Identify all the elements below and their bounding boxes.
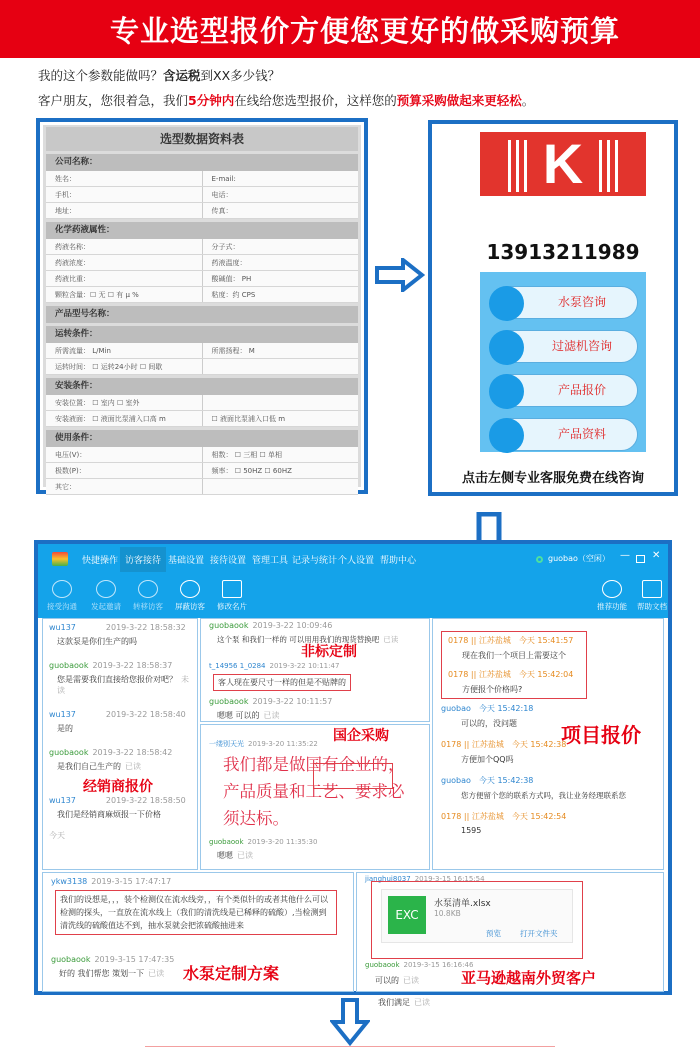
menu-personal-settings[interactable]: 个人设置 (338, 556, 375, 566)
message-text: 我们是经销商麻烦报一下价格 (57, 810, 161, 819)
chat-message (49, 623, 191, 647)
menu-label: 产品报价 (557, 383, 606, 397)
chat-bubble-icon (489, 286, 524, 321)
consult-pump-button[interactable] (490, 286, 638, 319)
app-logo-icon (52, 552, 68, 566)
user-block-icon (180, 580, 200, 598)
form-field-label: 传真： (202, 203, 359, 218)
timestamp: 2019-3-20 11:35:22 (248, 740, 318, 748)
book-icon (642, 580, 662, 598)
banner-title: 专业选型报价方便您更好的做采购预算 (110, 14, 621, 48)
intro-line-1 (38, 66, 280, 84)
form-field-label: 粘度：约 CPS (202, 287, 359, 302)
menu-label: 产品资料 (557, 427, 606, 441)
sender-name: 0178 || 江苏盐城 (448, 670, 511, 679)
callout-foreign-trade: 亚马逊越南外贸客户 (461, 969, 597, 987)
menu-visitor-reception[interactable]: 访客接待 (120, 547, 166, 572)
form-field-label: E-mail: (202, 171, 359, 186)
timestamp: 今天 15:42:18 (478, 704, 534, 713)
form-field-label: 安装位置： ☐ 室内 ☐ 室外 (55, 399, 140, 407)
timestamp: 2019-3-22 10:11:57 (252, 697, 333, 706)
form-row (46, 359, 358, 375)
form-section-chem: 化学药液属性： (46, 222, 358, 239)
intro-text: 我的这个参数能做吗？ (38, 68, 164, 83)
highlight-box (313, 763, 393, 789)
chat-panel-foreign-trade (356, 872, 664, 992)
form-field-label (202, 479, 359, 494)
sender-name: guobao (441, 776, 471, 785)
form-row (46, 287, 358, 303)
consult-menu (480, 272, 646, 452)
sender-name: guobaook (49, 748, 89, 757)
read-status: 未读 (57, 675, 189, 695)
tool-label: 转移访客 (133, 602, 163, 611)
chat-accept-icon (52, 580, 72, 598)
form-field-label: 相数： ☐ 三相 ☐ 单相 (202, 447, 359, 462)
timestamp: 2019-3-22 18:58:37 (92, 661, 173, 670)
callout-project-quote: 项目报价 (561, 723, 641, 747)
chat-panel-custom (200, 618, 430, 722)
sender-name: guobaook (209, 621, 249, 630)
message-text: 是的 (57, 724, 73, 733)
menu-label: 水泵咨询 (557, 295, 606, 309)
form-section-product: 产品型号名称： (46, 306, 358, 323)
card-footer-text: 点击左侧专业客服免费在线咨询 (461, 471, 644, 486)
close-button[interactable]: ✕ (652, 550, 661, 561)
form-field-label: 地址： (55, 207, 76, 215)
sender-name: 0178 || 江苏盐城 (441, 740, 504, 749)
form-row (46, 187, 358, 203)
tool-label: 接受沟通 (47, 602, 77, 611)
form-row (46, 203, 358, 219)
message-line: 须达标。 (223, 809, 289, 828)
message-text: 这款泵是你们生产的吗 (57, 637, 137, 646)
chat-message (378, 997, 430, 1008)
intro-text: 。 (521, 93, 535, 108)
sender-name: t_14956 1_0284 (209, 662, 266, 670)
preview-link[interactable]: 预览 (486, 929, 501, 938)
message-text: 好的 我们帮您 策划一下 (59, 969, 145, 978)
product-quote-button[interactable] (490, 374, 638, 407)
form-field-label: 所需流量： L/Min (55, 347, 111, 355)
sender-name: ykw3138 (51, 877, 88, 886)
intro-text: 到XX多少钱？ (200, 68, 281, 83)
read-status: 已读 (125, 762, 141, 771)
sender-name: guobaook (365, 961, 400, 969)
menu-quick-ops[interactable]: 快捷操作 (82, 556, 119, 566)
sender-name: guobaook (51, 955, 91, 964)
message-text: 方便加个QQ吗 (461, 755, 514, 764)
callout-state-owned: 国企采购 (333, 728, 389, 744)
chat-message (49, 710, 191, 734)
menu-help-center[interactable]: 帮助中心 (380, 556, 417, 566)
sender-name: guobao (441, 704, 471, 713)
menu-basic-settings[interactable]: 基础设置 (168, 556, 205, 566)
form-field-label: 颗粒含量：☐ 无 ☐ 有 μ % (55, 291, 139, 299)
read-status: 已读 (237, 851, 253, 860)
message-line: 产品质量和工艺、要求必 (223, 782, 405, 801)
selection-form-image (36, 118, 368, 494)
phone-number: 13913211989 (480, 196, 646, 272)
chat-panel-pump-solution (42, 872, 354, 992)
sender-name: wu137 (49, 796, 76, 805)
timestamp: 今天 15:42:38 (511, 740, 567, 749)
sender-name: 一缕别天光 (209, 740, 244, 748)
chat-bubble-icon (489, 418, 524, 453)
form-field-label: 电压(V)： (55, 451, 87, 459)
form-row (46, 171, 358, 187)
timestamp: 2019-3-15 17:47:35 (94, 955, 175, 964)
form-row (46, 411, 358, 427)
chat-message (51, 877, 345, 886)
message-text: 1595 (461, 826, 482, 835)
date-divider: 今天 (49, 831, 65, 840)
message-text: 可以的，没问题 (461, 719, 517, 728)
form-field-label: 分子式： (202, 239, 359, 254)
chat-message (49, 748, 191, 772)
chat-message (448, 635, 580, 661)
form-field-label: 频率： ☐ 50HZ ☐ 60HZ (202, 463, 359, 478)
user-transfer-icon (138, 580, 158, 598)
minimize-button[interactable]: — (620, 550, 630, 561)
tool-label: 修改名片 (217, 602, 247, 611)
form-field-label: 药液温度： (202, 255, 359, 270)
invite-icon (96, 580, 116, 598)
message-text: 方便报个价格吗? (462, 685, 523, 694)
chat-app-window (34, 540, 672, 995)
form-field-label: 运转时间： ☐ 运转24小时 ☐ 间歇 (55, 363, 163, 371)
intro-line-2 (38, 91, 534, 109)
read-status: 已读 (414, 998, 430, 1007)
message-text: 是我们自己生产的 (57, 762, 121, 771)
timestamp: 2019-3-22 18:58:42 (92, 748, 173, 757)
chat-bubble-icon (489, 374, 524, 409)
form-field-label: 药液名称： (55, 243, 90, 251)
form-section-usage: 使用条件： (46, 430, 358, 447)
invite-button[interactable] (84, 578, 128, 612)
sender-name: guobaook (209, 838, 244, 846)
business-card-icon (222, 580, 242, 598)
read-status: 已读 (148, 969, 165, 978)
sender-name: jianghui8037 (365, 875, 411, 883)
message-text: 我们的设想是，，，装个检测仪在流水线旁，，有个类似针的或者其他什么可以检测的探头，一直放在流水线上（我们的清洗线是已稀释的硫酸）,当检测到清洗线的硫酸值达不到，抽水泵就会把浓硫酸抽进来 (55, 890, 337, 935)
menu-records-stats[interactable]: 记录与统计 (292, 556, 338, 566)
edit-card-button[interactable] (210, 578, 254, 612)
file-size: 10.8KB (434, 909, 461, 918)
chat-panel-dealer (42, 618, 198, 870)
form-field-label (202, 395, 359, 410)
header-banner (0, 0, 700, 58)
form-section-company: 公司名称： (46, 154, 358, 171)
chat-message (209, 739, 421, 749)
tool-label: 发起邀请 (91, 602, 121, 611)
tool-label: 屏蔽访客 (175, 602, 205, 611)
form-row (46, 255, 358, 271)
message-text: 客人现在要尺寸一样的但是不贴牌的 (213, 674, 351, 691)
form-row (46, 239, 358, 255)
intro-text: 客户朋友，您很着急，我们 (38, 93, 189, 108)
message-text: 我们满足 (378, 998, 410, 1007)
open-folder-link[interactable]: 打开文件夹 (520, 929, 558, 938)
timestamp: 2019-3-22 10:11:47 (269, 662, 340, 670)
callout-dealer-quote: 经销商报价 (83, 779, 153, 795)
message-text: 嗯嗯 可以的 (217, 711, 260, 720)
chat-message (49, 796, 191, 820)
timestamp: 2019-3-22 10:09:46 (252, 621, 333, 630)
chat-message (365, 961, 473, 969)
form-field-label: 所需扬程： M (202, 343, 359, 358)
app-toolbar (38, 576, 668, 618)
callout-pump-solution: 水泵定制方案 (183, 964, 280, 983)
block-visitor-button[interactable] (168, 578, 212, 612)
help-docs-button[interactable] (630, 578, 674, 612)
intro-highlight: 5分钟内 (188, 93, 235, 108)
form-field-label: 姓名： (55, 175, 76, 183)
arrow-right-icon (375, 258, 425, 292)
form-section-install: 安装条件： (46, 378, 358, 395)
form-field-label: 其它： (55, 483, 76, 491)
timestamp: 2019-3-22 18:58:40 (105, 710, 186, 719)
timestamp: 2019-3-22 18:58:32 (105, 623, 186, 632)
form-title: 选型数据资料表 (46, 127, 358, 151)
chat-message (441, 775, 655, 801)
chat-bubble-icon (489, 330, 524, 365)
form-field-label: 药液浓度： (55, 259, 90, 267)
intro-text: 在线给您选型报价，这样您的 (234, 93, 397, 108)
timestamp: 今天 15:41:57 (518, 636, 574, 645)
tool-label: 帮助文档 (637, 602, 667, 611)
timestamp: 今天 15:42:38 (478, 776, 534, 785)
message-text: 嗯嗯 (217, 851, 233, 860)
form-section-operation: 运转条件： (46, 326, 358, 343)
app-menubar (38, 544, 668, 576)
highlight-box (441, 631, 587, 699)
arrow-down-icon (330, 998, 370, 1046)
form-field-label: 安装液面： ☐ 液面比泵浦入口高 m (55, 415, 166, 423)
maximize-button[interactable] (636, 555, 645, 563)
form-row (46, 343, 358, 359)
star-icon (602, 580, 622, 598)
logo-letter: K (542, 132, 584, 195)
contact-card (428, 120, 678, 496)
timestamp: 2019-3-15 16:15:54 (414, 875, 485, 883)
form-row (46, 447, 358, 463)
form-row (46, 271, 358, 287)
chat-message (209, 697, 421, 721)
chat-message (49, 661, 191, 696)
form-row (46, 463, 358, 479)
form-field-label (202, 359, 359, 374)
sender-name: guobaook (209, 697, 249, 706)
read-status: 已读 (263, 711, 280, 720)
chat-panel-state-owned (200, 724, 430, 870)
brand-logo (480, 132, 646, 196)
chat-panel-project (432, 618, 664, 870)
consult-filter-button[interactable] (490, 330, 638, 363)
read-status: 已读 (403, 976, 419, 985)
recommended-features-button[interactable] (590, 578, 634, 612)
user-status-dropdown[interactable]: guobao（空闲） (548, 554, 610, 563)
chat-message (209, 838, 421, 861)
chat-message (375, 975, 419, 986)
menu-admin-tools[interactable]: 管理工具 (252, 556, 289, 566)
sender-name: guobaook (49, 661, 89, 670)
menu-label: 过滤机咨询 (551, 339, 612, 353)
message-line: 我们都是做国有企业的， (223, 755, 405, 774)
timestamp: 2019-3-15 16:16:46 (403, 961, 474, 969)
excel-file-icon: EXC (388, 896, 426, 934)
intro-highlight: 预算采购做起来更轻松 (396, 93, 522, 108)
divider (145, 1046, 555, 1047)
timestamp: 2019-3-22 18:58:50 (105, 796, 186, 805)
form-row (46, 479, 358, 495)
read-status: 已读 (383, 635, 399, 644)
message-text: 现在我们一个项目上需要这个 (462, 651, 566, 660)
message-text: 您方便留个您的联系方式吗，我让业务经理联系您 (461, 791, 626, 800)
message-text: 可以的 (375, 976, 399, 985)
timestamp: 今天 15:42:04 (518, 670, 574, 679)
tool-label: 推荐功能 (597, 602, 627, 611)
message-text: 您是需要我们直接给您报价对吧？ (57, 675, 177, 684)
form-field-label: 酸碱值： PH (202, 271, 359, 286)
sender-name: 0178 || 江苏盐城 (448, 636, 511, 645)
chat-message (448, 669, 580, 695)
chat-message (441, 811, 655, 835)
form-field-label: 极数(P)： (55, 467, 86, 475)
timestamp: 2019-3-15 17:47:17 (91, 877, 172, 886)
accept-chat-button[interactable] (40, 578, 84, 612)
file-attachment-card[interactable] (381, 889, 573, 943)
online-status-icon (536, 556, 543, 563)
form-row (46, 395, 358, 411)
sender-name: 0178 || 江苏盐城 (441, 812, 504, 821)
timestamp: 2019-3-20 11:35:30 (247, 838, 318, 846)
sender-name: wu137 (49, 623, 76, 632)
transfer-visitor-button[interactable] (126, 578, 170, 612)
file-name: 水泵清单.xlsx (434, 899, 491, 909)
menu-reception-settings[interactable]: 接待设置 (210, 556, 247, 566)
product-info-button[interactable] (490, 418, 638, 451)
form-field-label: ☐ 液面比泵浦入口低 m (202, 411, 359, 426)
message-text: 这个泵 和我们一样的 可以用用我们的现货替换吧 (217, 635, 380, 644)
intro-bold: 含运税 (163, 68, 201, 83)
form-field-label: 电话： (202, 187, 359, 202)
form-field-label: 药液比重： (55, 275, 90, 283)
callout-custom: 非标定制 (301, 644, 357, 660)
sender-name: wu137 (49, 710, 76, 719)
timestamp: 今天 15:42:54 (511, 812, 567, 821)
form-field-label: 手机： (55, 191, 76, 199)
chat-message (209, 661, 421, 691)
selection-form (43, 125, 361, 491)
